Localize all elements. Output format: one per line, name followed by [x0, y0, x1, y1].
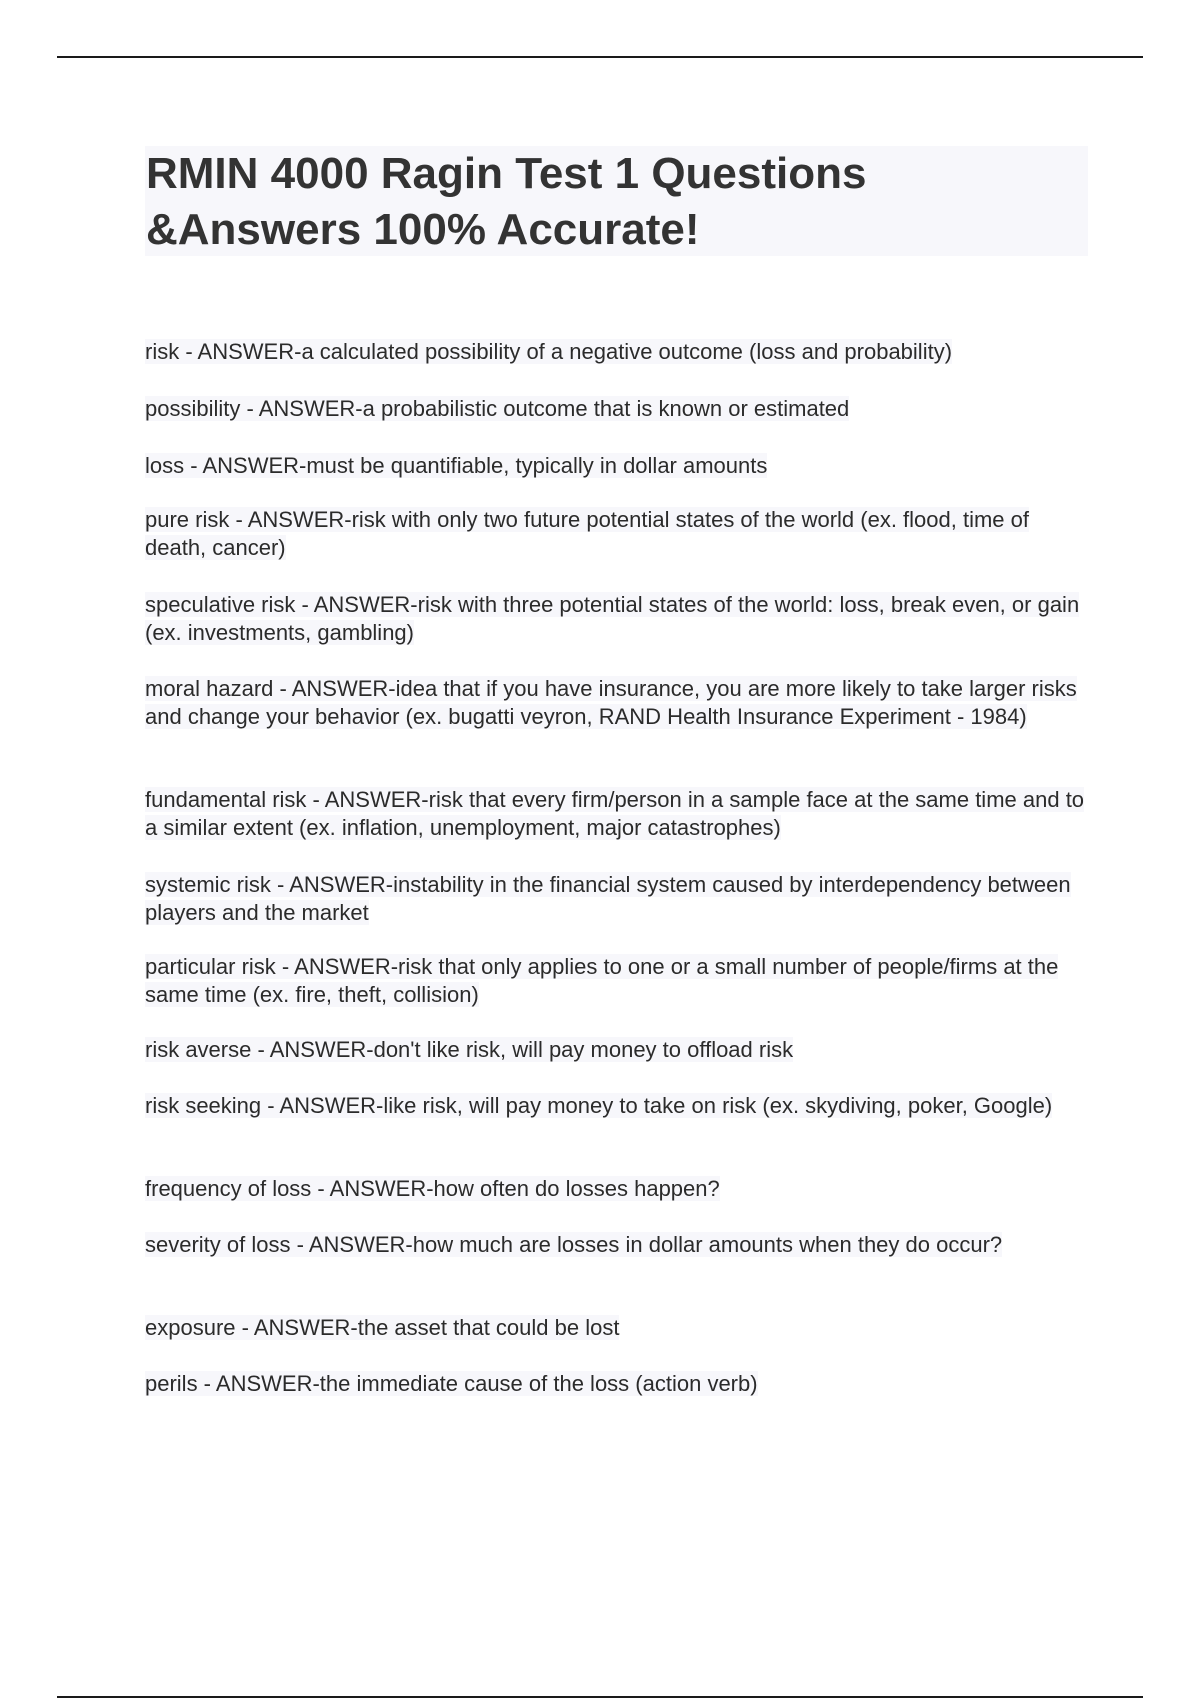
qa-entry-possibility: possibility - ANSWER-a probabilistic outcome that is known or estimated: [145, 396, 850, 421]
top-rule: [57, 56, 1143, 58]
qa-entry-risk: risk - ANSWER-a calculated possibility of a negative outcome (loss and probability): [145, 339, 953, 364]
qa-entry-frequency-of-loss: frequency of loss - ANSWER-how often do losses happen?: [145, 1176, 720, 1201]
bottom-rule: [57, 1696, 1143, 1698]
page-title: RMIN 4000 Ragin Test 1 Questions &Answers 100% Accurate!: [146, 149, 867, 254]
qa-entry-fundamental-risk: fundamental risk - ANSWER-risk that every firm/person in a sample face at the same time and to a similar extent (ex. inflation, unemployment, major catastrophes): [145, 787, 1085, 840]
qa-entry-moral-hazard: moral hazard - ANSWER-idea that if you have insurance, you are more likely to take larger risks and change your behavior (ex. bugatti veyron, RAND Health Insurance Experiment - 1984): [145, 676, 1077, 729]
qa-entry-particular-risk: particular risk - ANSWER-risk that only applies to one or a small number of people/firms at the same time (ex. fire, theft, collision): [145, 954, 1059, 1007]
qa-entry-severity-of-loss: severity of loss - ANSWER-how much are losses in dollar amounts when they do occur?: [145, 1232, 1003, 1257]
qa-entry-pure-risk: pure risk - ANSWER-risk with only two future potential states of the world (ex. flood, time of death, cancer): [145, 507, 1030, 560]
qa-entry-speculative-risk: speculative risk - ANSWER-risk with three potential states of the world: loss, break even, or gain (ex. investments, gambling): [145, 592, 1080, 645]
qa-entry-systemic-risk: systemic risk - ANSWER-instability in the financial system caused by interdependency between players and the market: [145, 872, 1071, 925]
title-block: [145, 146, 1088, 256]
qa-entry-exposure: exposure - ANSWER-the asset that could be lost: [145, 1315, 620, 1340]
qa-entry-loss: loss - ANSWER-must be quantifiable, typically in dollar amounts: [145, 453, 768, 478]
qa-entry-risk-seeking: risk seeking - ANSWER-like risk, will pay money to take on risk (ex. skydiving, poker, Google): [145, 1093, 1053, 1118]
qa-entry-risk-averse: risk averse - ANSWER-don't like risk, will pay money to offload risk: [145, 1037, 794, 1062]
qa-entry-perils: perils - ANSWER-the immediate cause of the loss (action verb): [145, 1371, 758, 1396]
